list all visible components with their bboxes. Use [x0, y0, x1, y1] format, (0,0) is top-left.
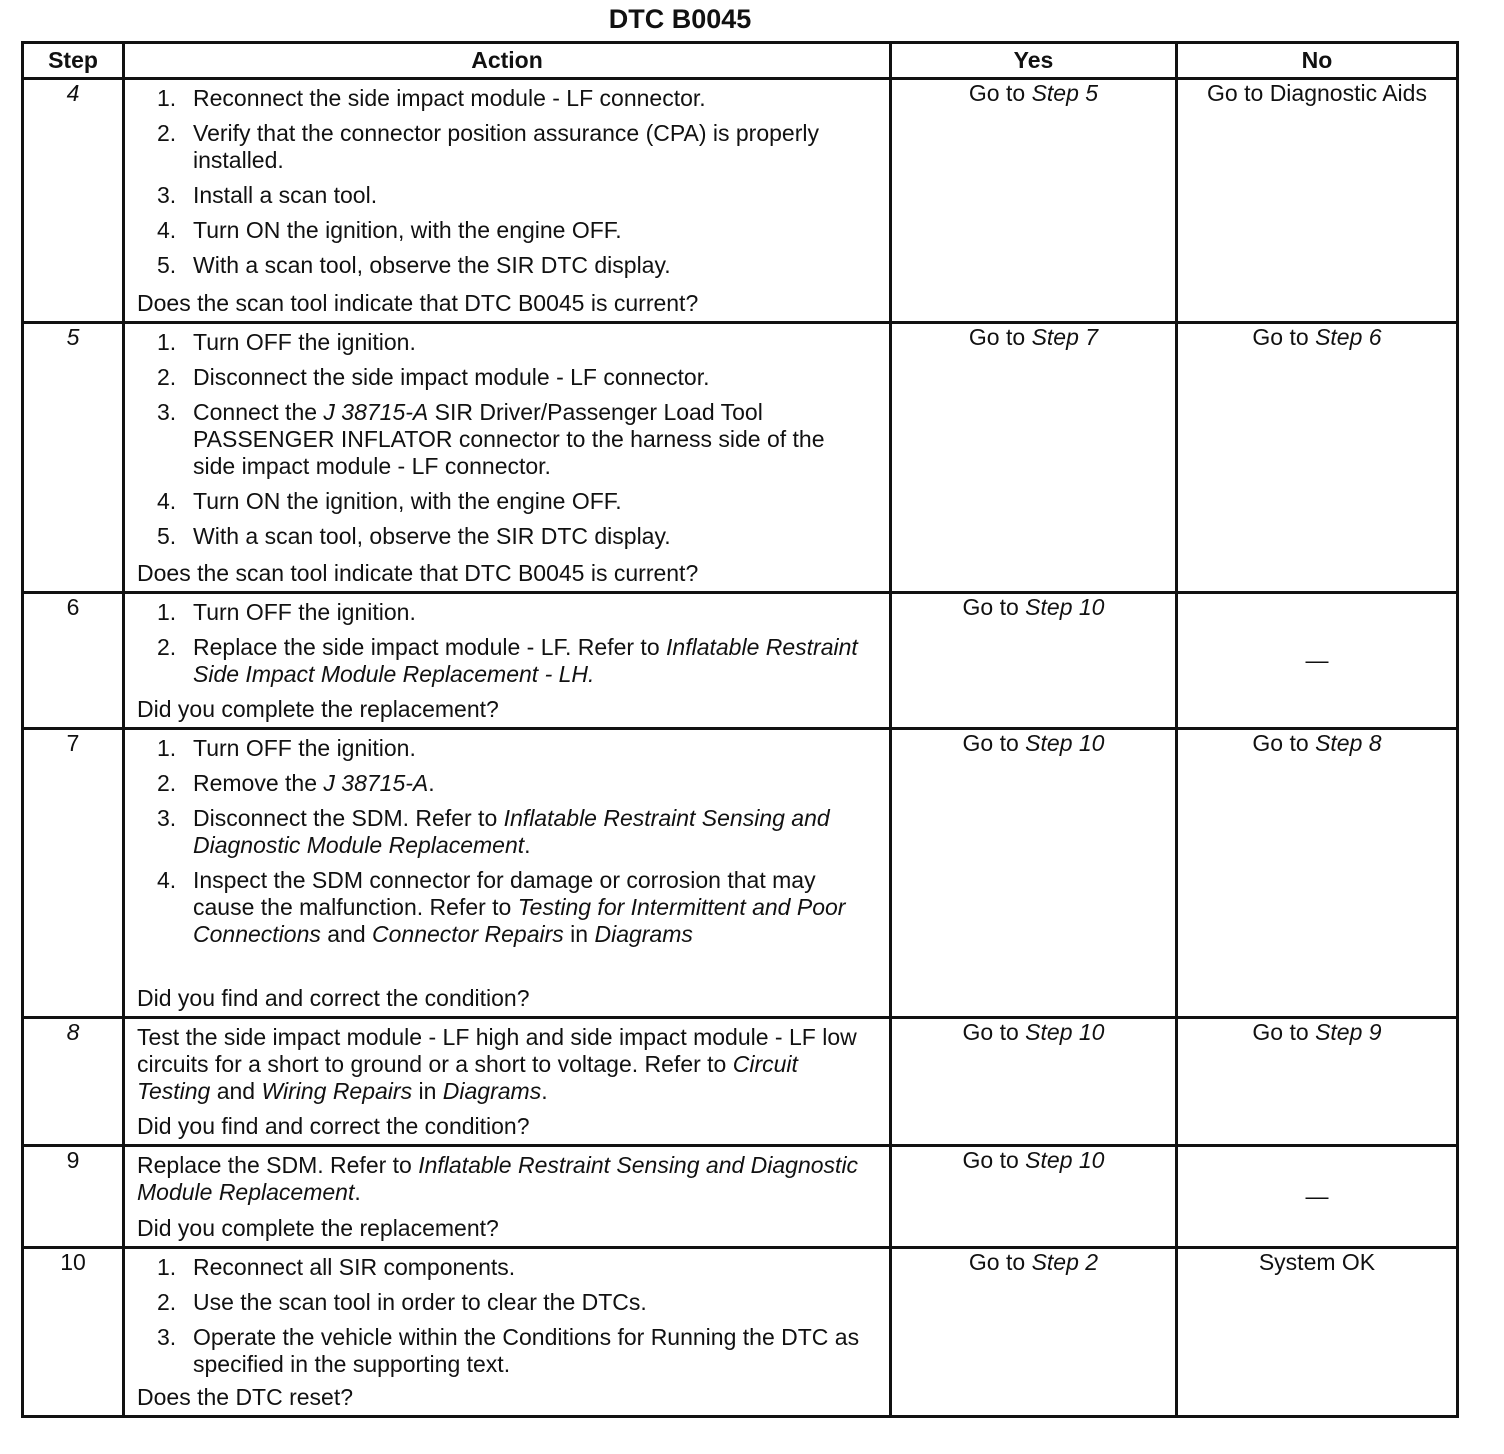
- list-item: 1. Turn OFF the ignition.: [157, 599, 416, 625]
- list-item: 3. Install a scan tool.: [157, 182, 378, 208]
- yes-result: Go to Step 10: [891, 1146, 1177, 1248]
- list-item: 4. Turn ON the ignition, with the engine OFF.: [157, 488, 622, 514]
- table-row: [23, 729, 1458, 1018]
- action-cell: [124, 729, 891, 1018]
- action-cell: [124, 1018, 891, 1146]
- step-number: 4: [23, 79, 124, 323]
- yes-result: Go to Step 5: [891, 79, 1177, 323]
- document-title: DTC B0045: [608, 4, 752, 34]
- yes-result: Go to Step 10: [891, 593, 1177, 729]
- instruction-list: [137, 85, 881, 279]
- question-text: Does the scan tool indicate that DTC B0045 is current?: [137, 560, 699, 586]
- list-item: 1. Reconnect all SIR components.: [157, 1254, 516, 1280]
- header-step: Step: [23, 43, 124, 79]
- list-item: 2. Replace the side impact module - LF. Refer to Inflatable Restraint Side Impact Module Replacement - LH.: [157, 634, 858, 687]
- list-item: 4. Inspect the SDM connector for damage or corrosion that may cause the malfunction. Refer to Testing for Intermittent and Poor Connections and Connector Repairs in Diagrams: [157, 867, 846, 947]
- table-row: [23, 1248, 1458, 1417]
- list-item: 2. Use the scan tool in order to clear the DTCs.: [157, 1289, 647, 1315]
- table-row: [23, 323, 1458, 593]
- step-number: 10: [23, 1248, 124, 1417]
- list-item: 3. Operate the vehicle within the Conditions for Running the DTC as specified in the supporting text.: [157, 1324, 860, 1377]
- question-text: Does the DTC reset?: [137, 1384, 354, 1410]
- table-row: [23, 79, 1458, 323]
- list-item: 1. Turn OFF the ignition.: [157, 329, 416, 355]
- step-number: 8: [23, 1018, 124, 1146]
- no-result: System OK: [1177, 1248, 1458, 1417]
- header-row: [23, 43, 1458, 79]
- action-cell: [124, 593, 891, 729]
- instruction-paragraph: Test the side impact module - LF high and side impact module - LF low circuits for a short to ground or a short to voltage. Refer to Circuit Testing and Wiring Repairs in Diagrams.: [137, 1024, 857, 1104]
- list-item: 3. Connect the J 38715-A SIR Driver/Passenger Load Tool PASSENGER INFLATOR connector to the harness side of the side impact module - LF connector.: [157, 399, 825, 479]
- yes-result: Go to Step 10: [891, 729, 1177, 1018]
- header-no: No: [1177, 43, 1458, 79]
- no-result: —: [1177, 593, 1458, 729]
- no-result: Go to Step 8: [1177, 729, 1458, 1018]
- action-cell: [124, 1146, 891, 1248]
- question-text: Does the scan tool indicate that DTC B0045 is current?: [137, 290, 699, 316]
- instruction-paragraph: Replace the SDM. Refer to Inflatable Restraint Sensing and Diagnostic Module Replacement.: [137, 1152, 859, 1205]
- step-number: 9: [23, 1146, 124, 1248]
- no-result: Go to Step 9: [1177, 1018, 1458, 1146]
- no-result: Go to Diagnostic Aids: [1177, 79, 1458, 323]
- step-number: 6: [23, 593, 124, 729]
- list-item: 1. Turn OFF the ignition.: [157, 735, 416, 761]
- step-number: 7: [23, 729, 124, 1018]
- table-row: [23, 593, 1458, 729]
- instruction-list: [137, 329, 881, 550]
- header-yes: Yes: [891, 43, 1177, 79]
- question-text: Did you find and correct the condition?: [137, 985, 530, 1011]
- no-result: —: [1177, 1146, 1458, 1248]
- list-item: 5. With a scan tool, observe the SIR DTC display.: [157, 523, 671, 549]
- header-action: Action: [124, 43, 891, 79]
- list-item: 2. Verify that the connector position assurance (CPA) is properly installed.: [157, 120, 819, 173]
- diagnostic-table: [21, 41, 1459, 1418]
- list-item: 1. Reconnect the side impact module - LF connector.: [157, 85, 706, 111]
- list-item: 5. With a scan tool, observe the SIR DTC display.: [157, 252, 671, 278]
- action-cell: [124, 1248, 891, 1417]
- no-result: Go to Step 6: [1177, 323, 1458, 593]
- question-text: Did you find and correct the condition?: [137, 1113, 530, 1139]
- list-item: 2. Remove the J 38715-A.: [157, 770, 435, 796]
- yes-result: Go to Step 2: [891, 1248, 1177, 1417]
- instruction-list: [137, 735, 881, 948]
- list-item: 2. Disconnect the side impact module - LF connector.: [157, 364, 710, 390]
- yes-result: Go to Step 10: [891, 1018, 1177, 1146]
- question-text: Did you complete the replacement?: [137, 1215, 499, 1241]
- yes-result: Go to Step 7: [891, 323, 1177, 593]
- table-row: [23, 1018, 1458, 1146]
- instruction-list: [137, 599, 881, 688]
- action-cell: [124, 79, 891, 323]
- question-text: Did you complete the replacement?: [137, 696, 499, 722]
- table-row: [23, 1146, 1458, 1248]
- list-item: 4. Turn ON the ignition, with the engine OFF.: [157, 217, 622, 243]
- instruction-list: [137, 1254, 881, 1378]
- action-cell: [124, 323, 891, 593]
- step-number: 5: [23, 323, 124, 593]
- list-item: 3. Disconnect the SDM. Refer to Inflatable Restraint Sensing and Diagnostic Module Replacement.: [157, 805, 830, 858]
